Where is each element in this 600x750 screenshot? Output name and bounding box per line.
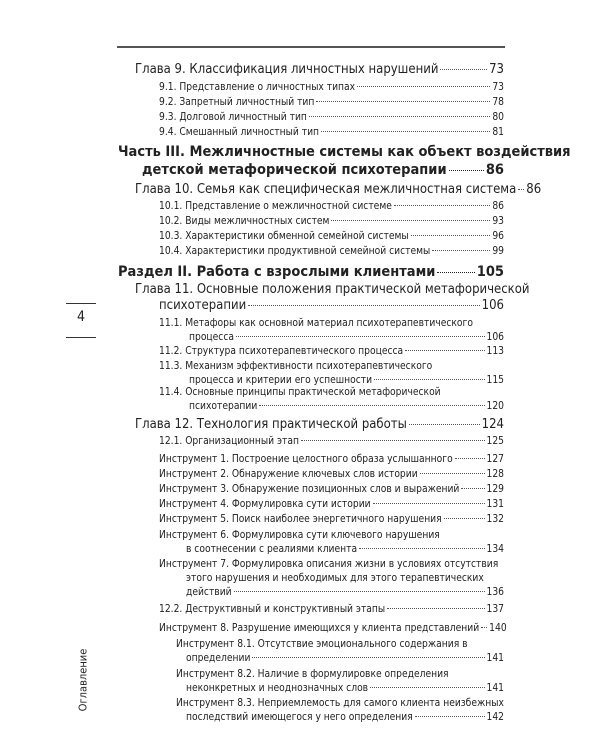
toc-entry-title-line: Инструмент 8.2. Наличие в формулировке определения — [176, 669, 449, 680]
toc-entry-title: Инструмент 2. Обнаружение ключевых слов истории — [159, 469, 418, 480]
leader-dots — [415, 716, 485, 717]
leader-dots — [331, 220, 490, 221]
toc-entry-chapter[interactable] — [135, 62, 504, 77]
toc-entry-section[interactable] — [159, 216, 504, 227]
toc-entry-title-line: Инструмент 8.1. Отсутствие эмоционального содержания в — [176, 639, 468, 650]
toc-entry-title-line: Инструмент 6. Формулировка сути ключевого нарушения — [159, 530, 440, 541]
toc-entry-page: 142 — [486, 712, 504, 723]
toc-entry-tool[interactable] — [159, 558, 504, 600]
toc-entry-title: 12.2. Деструктивный и конструктивный этапы — [159, 604, 386, 615]
toc-entry-page: 140 — [489, 623, 507, 634]
running-section-label: Оглавление — [76, 648, 90, 712]
leader-dots — [321, 131, 490, 132]
toc-entry-page: 124 — [481, 417, 504, 432]
toc-entry-title: 12.1. Организационный этап — [159, 436, 299, 447]
leader-dots — [420, 473, 485, 474]
toc-entry-tool[interactable] — [159, 697, 504, 725]
toc-entry-title: определении — [186, 653, 251, 664]
leader-dots — [437, 272, 474, 273]
toc-entry-section[interactable] — [159, 386, 504, 414]
toc-entry-section[interactable] — [159, 604, 504, 615]
toc-entry-tool[interactable] — [159, 668, 504, 696]
toc-entry-page: 86 — [485, 162, 504, 178]
toc-entry-page: 131 — [486, 499, 504, 510]
toc-entry-title: Инструмент 1. Построение целостного образа услышанного — [159, 454, 453, 465]
leader-dots — [432, 250, 490, 251]
leader-dots — [370, 687, 484, 688]
leader-dots — [259, 405, 484, 406]
leader-dots — [481, 627, 487, 628]
toc-entry-title: Раздел II. Работа с взрослыми клиентами — [118, 264, 436, 280]
leader-dots — [236, 336, 485, 337]
leader-dots — [316, 101, 490, 102]
toc-entry-title: психотерапии — [159, 298, 247, 313]
toc-entry-page: 78 — [492, 97, 504, 108]
toc-entry-title: 9.3. Долговой личностный тип — [159, 112, 307, 123]
toc-entry-section[interactable] — [159, 201, 504, 212]
toc-entry-title: детской метафорической психотерапии — [142, 162, 447, 178]
toc-entry-page: 73 — [492, 82, 504, 93]
toc-entry-page: 141 — [486, 653, 504, 664]
toc-entry-part[interactable] — [118, 143, 571, 179]
leader-dots — [373, 503, 485, 504]
leader-dots — [252, 657, 484, 658]
toc-entry-title: неконкретных и неоднозначных слов — [186, 683, 369, 694]
toc-entry-title: 11.2. Структура психотерапевтического процесса — [159, 346, 404, 357]
leader-dots — [309, 116, 490, 117]
toc-entry-title: в соотнесении с реалиями клиента — [186, 544, 358, 555]
toc-entry-title: процесса и критерии его успешности — [189, 375, 373, 386]
toc-entry-title-line: Инструмент 8.3. Неприемлемость для самого клиента неизбежных — [176, 698, 504, 709]
toc-entry-tool[interactable] — [159, 499, 504, 510]
toc-entry-title-line: Инструмент 7. Формулировка описания жизни в условиях отсутствия — [159, 559, 499, 570]
leader-dots — [357, 86, 490, 87]
toc-entry-title: 10.2. Виды межличностных систем — [159, 216, 330, 227]
toc-entry-title: психотерапии — [189, 401, 258, 412]
toc-entry-page: 81 — [492, 127, 504, 138]
toc-entry-section[interactable] — [159, 97, 504, 108]
leader-dots — [301, 440, 485, 441]
toc-entry-page: 137 — [486, 604, 504, 615]
toc-entry-title: 9.2. Запретный личностный тип — [159, 97, 315, 108]
leader-dots — [461, 488, 484, 489]
leader-dots — [449, 170, 484, 171]
toc-entry-page: 73 — [489, 62, 504, 77]
toc-entry-title: Глава 10. Семья как специфическая межличностная система — [135, 182, 517, 197]
toc-entry-title: последствий имеющегося у него определения — [186, 712, 413, 723]
toc-entry-page: 125 — [486, 436, 504, 447]
toc-entry-section[interactable] — [159, 317, 504, 345]
toc-entry-page: 96 — [492, 231, 504, 242]
toc-entry-title-line: 11.4. Основные принципы практической метафорической — [159, 387, 441, 398]
toc-entry-tool[interactable] — [159, 638, 504, 666]
toc-entry-title: 9.4. Смешанный личностный тип — [159, 127, 320, 138]
leader-dots — [455, 458, 485, 459]
toc-entry-page: 127 — [486, 454, 504, 465]
toc-entry-title: Инструмент 3. Обнаружение позиционных слов и выражений — [159, 484, 460, 495]
toc-entry-section[interactable] — [159, 82, 504, 93]
leader-dots — [387, 608, 484, 609]
toc-entry-title: процесса — [189, 332, 234, 343]
toc-entry-title-line: 11.1. Метафоры как основной материал психотерапевтического — [159, 318, 473, 329]
toc-entry-title: 10.3. Характеристики обменной семейной системы — [159, 231, 409, 242]
toc-entry-title-line: 11.3. Механизм эффективности психотерапевтического — [159, 361, 433, 372]
toc-entry-title-line: Глава 11. Основные положения практической метафорической — [135, 282, 530, 297]
toc-entry-page: 86 — [526, 182, 542, 197]
leader-dots — [409, 424, 480, 425]
leader-dots — [518, 189, 524, 190]
toc-entry-chapter[interactable] — [135, 282, 530, 314]
toc-entry-tool[interactable] — [159, 484, 504, 495]
leader-dots — [440, 69, 487, 70]
toc-entry-page: 128 — [486, 469, 504, 480]
leader-dots — [405, 350, 484, 351]
toc-entry-title: Глава 9. Классификация личностных нарушений — [135, 62, 439, 77]
leader-dots — [394, 205, 490, 206]
toc-entry-title: Инструмент 5. Поиск наиболее энергетичного нарушения — [159, 514, 442, 525]
toc-entry-page: 115 — [486, 375, 504, 386]
toc-entry-title: 9.1. Представление о личностных типах — [159, 82, 356, 93]
toc-entry-page: 129 — [486, 484, 504, 495]
toc-entry-section[interactable] — [159, 246, 504, 257]
toc-entry-section[interactable] — [159, 231, 504, 242]
toc-entry-page: 113 — [486, 346, 504, 357]
toc-entry-chapter[interactable] — [135, 182, 542, 197]
toc-entry-tool[interactable] — [159, 454, 504, 465]
page-number: 4 — [76, 309, 85, 325]
toc-entry-page: 93 — [492, 216, 504, 227]
toc-entry-tool[interactable] — [159, 469, 504, 480]
toc-entry-section[interactable] — [159, 436, 504, 447]
toc-entry-page: 105 — [476, 264, 504, 280]
toc-entry-title-line: этого нарушения и необходимых для этого терапевтических — [186, 573, 484, 584]
toc-entry-title: Глава 12. Технология практической работы — [135, 417, 407, 432]
toc-entry-page: 80 — [492, 112, 504, 123]
toc-entry-title: 10.1. Представление о межличностной системе — [159, 201, 392, 212]
leader-dots — [248, 305, 479, 306]
leader-dots — [411, 235, 491, 236]
toc-entry-page: 141 — [486, 683, 504, 694]
leader-dots — [444, 518, 485, 519]
toc-entry-title: действий — [186, 587, 232, 598]
toc-entry-tool[interactable] — [159, 514, 504, 525]
toc-entry-title: Инструмент 4. Формулировка сути истории — [159, 499, 371, 510]
toc-entry-page: 86 — [492, 201, 504, 212]
toc-entry-page: 99 — [492, 246, 504, 257]
toc-entry-page: 106 — [486, 332, 504, 343]
toc-entry-tool[interactable] — [159, 623, 507, 634]
leader-dots — [374, 379, 484, 380]
toc-entry-page: 120 — [486, 401, 504, 412]
toc-entry-page: 136 — [486, 587, 504, 598]
toc-entry-section[interactable] — [159, 360, 504, 388]
toc-entry-section[interactable] — [159, 127, 504, 138]
leader-dots — [234, 591, 485, 592]
toc-entry-tool[interactable] — [159, 529, 504, 557]
toc-entry-title: Инструмент 8. Разрушение имеющихся у клиента представлений — [159, 623, 480, 634]
toc-entry-title: 10.4. Характеристики продуктивной семейной системы — [159, 246, 431, 257]
toc-entry-page: 134 — [486, 544, 504, 555]
toc-entry-page: 106 — [481, 298, 504, 313]
toc-entry-division[interactable] — [118, 264, 504, 280]
toc-entry-section[interactable] — [159, 112, 504, 123]
toc-entry-page: 132 — [486, 514, 504, 525]
toc-entry-chapter[interactable] — [135, 417, 504, 432]
leader-dots — [359, 548, 484, 549]
toc-entry-section[interactable] — [159, 346, 504, 357]
toc-entry-title-line: Часть III. Межличностные системы как объект воздействия — [118, 144, 571, 160]
